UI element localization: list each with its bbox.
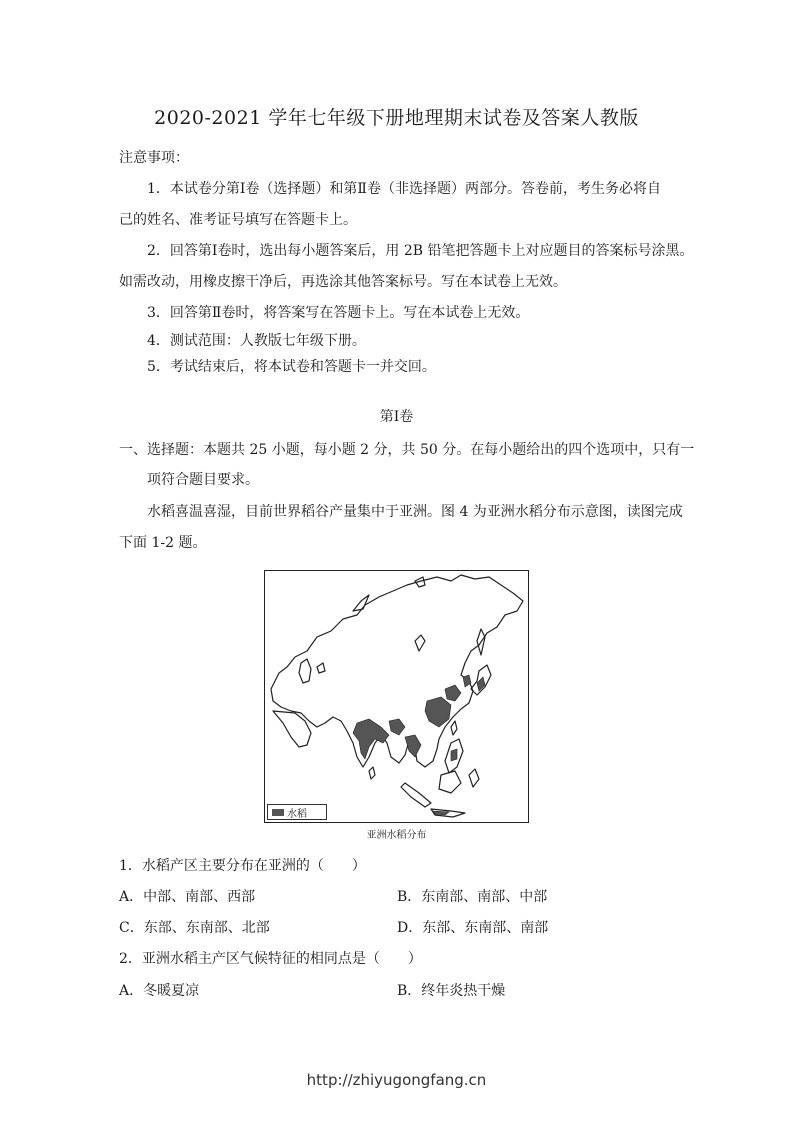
question-2-stem: 2．亚洲水稻主产区气候特征的相同点是（ ） (119, 951, 422, 967)
notice-item-1: 1．本试卷分第Ⅰ卷（选择题）和第Ⅱ卷（非选择题）两部分。答卷前，考生务必将自 (147, 181, 661, 197)
asia-rice-map (264, 570, 529, 823)
footer-url[interactable]: http://zhiyugongfang.cn (306, 1071, 487, 1089)
question-2-option-a[interactable]: A．冬暖夏凉 (119, 983, 200, 999)
legend-swatch (272, 809, 284, 816)
question-1-option-d[interactable]: D．东部、东南部、南部 (397, 920, 549, 936)
caspian-sea (299, 659, 311, 683)
arabian-peninsula (273, 711, 311, 747)
passage-text: 水稻喜温喜湿，目前世界稻谷产量集中于亚洲。图 4 为亚洲水稻分布示意图，读图完成 (147, 504, 683, 520)
notice-item-4: 4．测试范围：人教版七年级下册。 (147, 333, 366, 349)
sulawesi (469, 769, 479, 787)
taiwan (451, 721, 457, 735)
rice-region-philippines (451, 749, 457, 761)
section-title: 第Ⅰ卷 (379, 409, 414, 425)
notice-item-1-cont: 己的姓名、准考证号填写在答题卡上。 (119, 212, 357, 228)
section-instruction: 一、选择题：本题共 25 小题，每小题 2 分，共 50 分。在每小题给出的四个选项中，只有一 (119, 442, 695, 458)
lake-baikal (415, 635, 425, 651)
notice-item-2-cont: 如需改动，用橡皮擦干净后，再选涂其他答案标号。写在本试卷上无效。 (119, 274, 567, 290)
asia-map-drawing (265, 571, 527, 821)
question-2-option-b[interactable]: B．终年炎热干燥 (397, 983, 506, 999)
rice-region-java (433, 811, 449, 815)
notice-item-5: 5．考试结束后，将本试卷和答题卡一并交回。 (147, 359, 436, 375)
question-1-option-c[interactable]: C．东部、东南部、北部 (119, 920, 270, 936)
page-title: 2020-2021 学年七年级下册地理期末试卷及答案人教版 (154, 107, 639, 129)
sumatra (401, 783, 431, 807)
question-1-option-b[interactable]: B．东南部、南部、中部 (397, 889, 548, 905)
borneo (439, 771, 461, 793)
notice-heading: 注意事项： (119, 150, 189, 166)
passage-text-cont: 下面 1-2 题。 (119, 535, 207, 551)
question-1-stem: 1．水稻产区主要分布在亚洲的（ ） (119, 858, 366, 874)
rice-region-indochina (405, 735, 421, 757)
aral-sea (317, 663, 325, 673)
notice-item-2: 2．回答第Ⅰ卷时，选出每小题答案后，用 2B 铅笔把答题卡上对应题目的答案标号涂黑。 (147, 243, 694, 259)
figure-caption: 亚洲水稻分布 (366, 830, 427, 841)
rice-region-korea (463, 675, 471, 687)
map-legend (267, 804, 327, 820)
rice-region-east-china (445, 685, 461, 701)
novaya-zemlya (353, 595, 369, 611)
legend-label: 水稻 (287, 808, 307, 820)
sri-lanka (369, 767, 375, 779)
notice-item-3: 3．回答第Ⅱ卷时，将答案写在答题卡上。写在本试卷上无效。 (147, 305, 530, 321)
rice-region-south-china (425, 697, 451, 727)
section-instruction-cont: 项符合题目要求。 (147, 472, 259, 488)
question-1-option-a[interactable]: A．中部、南部、西部 (119, 889, 256, 905)
rice-region-bengal (389, 719, 405, 735)
